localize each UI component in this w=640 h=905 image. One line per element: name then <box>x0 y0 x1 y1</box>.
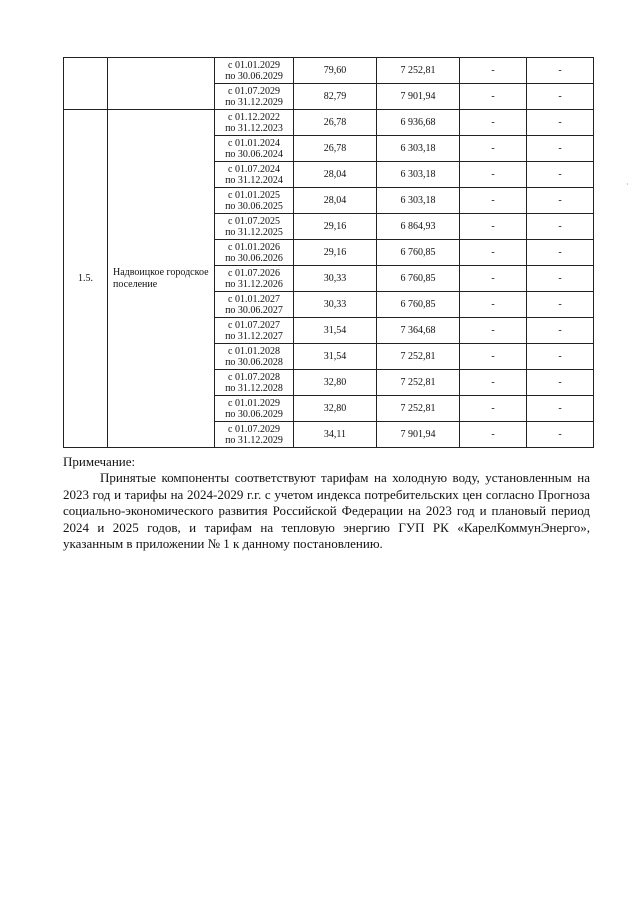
dash-cell-1: - <box>460 136 527 162</box>
dash-cell-1: - <box>460 266 527 292</box>
dash-cell-1: - <box>460 162 527 188</box>
group-name-cell: Надвоицкое городское поселение <box>108 110 215 448</box>
dash-cell-1: - <box>460 370 527 396</box>
period-to: по 30.06.2028 <box>225 356 283 368</box>
dash-cell-1: - <box>460 214 527 240</box>
dash-cell-1: - <box>460 240 527 266</box>
group-number-cell: 1.5. <box>64 110 108 448</box>
period-from: с 01.01.2029 <box>228 59 280 71</box>
component-1-cell: 30,33 <box>294 266 377 292</box>
dash-cell-2: - <box>527 136 594 162</box>
period-cell <box>215 422 294 448</box>
dash-cell-1: - <box>460 110 527 136</box>
component-2-cell: 7 252,81 <box>377 344 460 370</box>
dash-cell-1: - <box>460 58 527 84</box>
period-to: по 31.12.2029 <box>225 96 283 108</box>
scan-mark: · <box>626 180 629 189</box>
period-from: с 01.07.2024 <box>228 163 280 175</box>
period-cell <box>215 370 294 396</box>
group-number-cell-prev <box>64 58 108 110</box>
period-cell <box>215 162 294 188</box>
period-to: по 30.06.2029 <box>225 408 283 420</box>
period-cell <box>215 266 294 292</box>
period-from: с 01.01.2026 <box>228 241 280 253</box>
period-from: с 01.01.2027 <box>228 293 280 305</box>
component-1-cell: 26,78 <box>294 136 377 162</box>
dash-cell-2: - <box>527 162 594 188</box>
component-2-cell: 6 936,68 <box>377 110 460 136</box>
dash-cell-2: - <box>527 84 594 110</box>
component-2-cell: 6 760,85 <box>377 240 460 266</box>
component-1-cell: 32,80 <box>294 370 377 396</box>
dash-cell-1: - <box>460 396 527 422</box>
dash-cell-2: - <box>527 292 594 318</box>
dash-cell-2: - <box>527 110 594 136</box>
dash-cell-1: - <box>460 318 527 344</box>
period-cell <box>215 240 294 266</box>
group-name-cell-prev <box>108 58 215 110</box>
period-cell <box>215 318 294 344</box>
period-to: по 30.06.2027 <box>225 304 283 316</box>
note-title: Примечание: <box>63 454 136 469</box>
period-cell <box>215 58 294 84</box>
component-1-cell: 79,60 <box>294 58 377 84</box>
period-cell <box>215 136 294 162</box>
period-cell <box>215 110 294 136</box>
period-from: с 01.01.2029 <box>228 397 280 409</box>
period-cell <box>215 292 294 318</box>
tariff-table <box>63 57 594 448</box>
period-from: с 01.07.2026 <box>228 267 280 279</box>
component-1-cell: 29,16 <box>294 240 377 266</box>
dash-cell-2: - <box>527 370 594 396</box>
period-cell <box>215 344 294 370</box>
dash-cell-2: - <box>527 396 594 422</box>
table-row <box>64 110 594 136</box>
dash-cell-2: - <box>527 214 594 240</box>
dash-cell-1: - <box>460 188 527 214</box>
dash-cell-1: - <box>460 344 527 370</box>
period-from: с 01.07.2028 <box>228 371 280 383</box>
component-2-cell: 6 760,85 <box>377 292 460 318</box>
component-2-cell: 6 864,93 <box>377 214 460 240</box>
period-to: по 30.06.2025 <box>225 200 283 212</box>
component-2-cell: 6 303,18 <box>377 162 460 188</box>
dash-cell-2: - <box>527 240 594 266</box>
component-2-cell: 7 901,94 <box>377 422 460 448</box>
period-to: по 31.12.2027 <box>225 330 283 342</box>
component-1-cell: 29,16 <box>294 214 377 240</box>
component-2-cell: 7 901,94 <box>377 84 460 110</box>
component-1-cell: 28,04 <box>294 188 377 214</box>
period-from: с 01.07.2029 <box>228 423 280 435</box>
dash-cell-2: - <box>527 422 594 448</box>
period-to: по 31.12.2029 <box>225 434 283 446</box>
period-from: с 01.07.2025 <box>228 215 280 227</box>
period-to: по 30.06.2029 <box>225 70 283 82</box>
component-2-cell: 6 303,18 <box>377 188 460 214</box>
component-1-cell: 82,79 <box>294 84 377 110</box>
dash-cell-2: - <box>527 318 594 344</box>
period-cell <box>215 396 294 422</box>
component-2-cell: 7 252,81 <box>377 58 460 84</box>
period-to: по 31.12.2023 <box>225 122 283 134</box>
component-2-cell: 6 303,18 <box>377 136 460 162</box>
period-from: с 01.07.2027 <box>228 319 280 331</box>
table-row <box>64 58 594 84</box>
period-to: по 31.12.2026 <box>225 278 283 290</box>
dash-cell-2: - <box>527 58 594 84</box>
component-2-cell: 6 760,85 <box>377 266 460 292</box>
period-to: по 30.06.2024 <box>225 148 283 160</box>
note-text: Принятые компоненты соответствуют тарифам на холодную воду, установленным на 2023 год и тарифы на 2024-2029 г.г. с учетом индекса потребительских цен согласно Прогноза социально-экономического развития Российской Федерации на 2023 год и плановый период 2024 и 2025 годов, и тарифам на тепловую энергию ГУП РК «КарелКоммунЭнерго», указанным в приложении № 1 к данному постановлению. <box>63 470 590 551</box>
period-from: с 01.01.2025 <box>228 189 280 201</box>
dash-cell-1: - <box>460 292 527 318</box>
component-1-cell: 30,33 <box>294 292 377 318</box>
component-2-cell: 7 252,81 <box>377 370 460 396</box>
component-1-cell: 31,54 <box>294 318 377 344</box>
dash-cell-2: - <box>527 266 594 292</box>
period-from: с 01.01.2028 <box>228 345 280 357</box>
period-cell <box>215 188 294 214</box>
component-1-cell: 26,78 <box>294 110 377 136</box>
component-1-cell: 32,80 <box>294 396 377 422</box>
component-1-cell: 28,04 <box>294 162 377 188</box>
component-2-cell: 7 252,81 <box>377 396 460 422</box>
period-to: по 30.06.2026 <box>225 252 283 264</box>
period-from: с 01.12.2022 <box>228 111 280 123</box>
period-cell <box>215 84 294 110</box>
period-to: по 31.12.2028 <box>225 382 283 394</box>
dash-cell-2: - <box>527 188 594 214</box>
period-to: по 31.12.2024 <box>225 174 283 186</box>
component-2-cell: 7 364,68 <box>377 318 460 344</box>
component-1-cell: 34,11 <box>294 422 377 448</box>
component-1-cell: 31,54 <box>294 344 377 370</box>
dash-cell-1: - <box>460 422 527 448</box>
dash-cell-1: - <box>460 84 527 110</box>
period-from: с 01.07.2029 <box>228 85 280 97</box>
period-to: по 31.12.2025 <box>225 226 283 238</box>
dash-cell-2: - <box>527 344 594 370</box>
period-from: с 01.01.2024 <box>228 137 280 149</box>
period-cell <box>215 214 294 240</box>
